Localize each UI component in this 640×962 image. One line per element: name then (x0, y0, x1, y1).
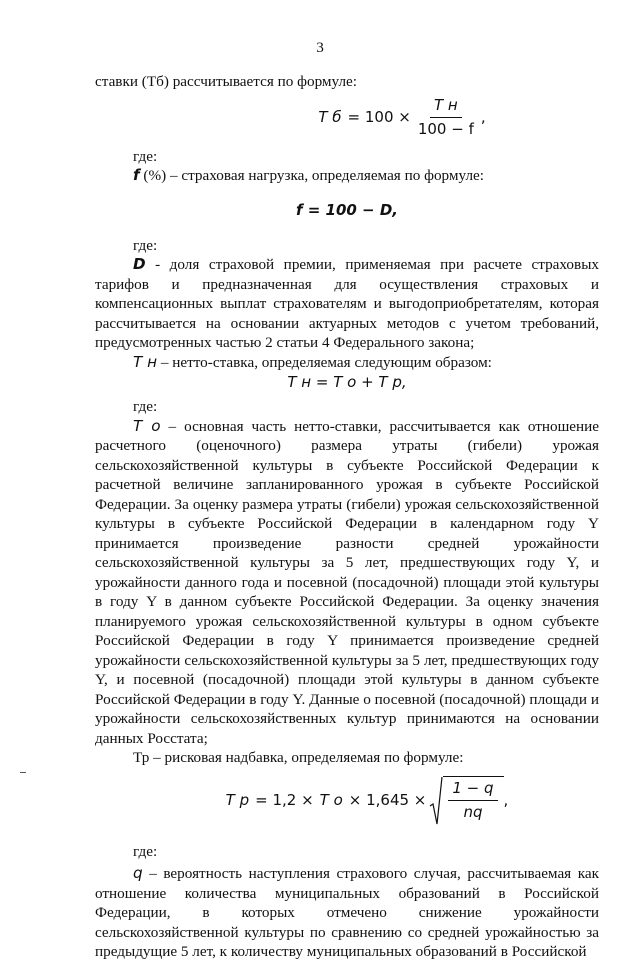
formula-tb-fraction (414, 96, 478, 140)
document-body (95, 72, 599, 962)
to-definition (95, 417, 599, 749)
formula-tn: Т н = Т о + Т р, (287, 373, 407, 392)
sqrt-body (443, 776, 503, 826)
formula-f: f = 100 − D, (295, 200, 398, 219)
formula-tr-end: , (503, 790, 509, 809)
tn-symbol: Т н (133, 352, 158, 371)
f-definition (95, 166, 599, 186)
formula-tr-lhs: Т р (225, 790, 250, 809)
f-definition-text: (%) – страховая нагрузка, определяемая по формуле: (139, 167, 484, 184)
margin-mark (20, 772, 26, 773)
formula-tr-denominator: nq (463, 803, 483, 821)
formula-tb-end: , (480, 107, 486, 126)
tr-definition: Тр – рисковая надбавка, определяемая по формуле: (133, 749, 464, 766)
formula-tr-part2: × 1,645 × (348, 790, 427, 809)
formula-tb-numerator: Т н (430, 96, 462, 119)
tn-definition-text: – нетто-ставка, определяемая следующим образом: (157, 353, 492, 371)
formula-tr-fraction (448, 779, 497, 826)
q-definition (95, 864, 599, 962)
to-definition-text: – основная часть нетто-ставки, рассчитывается как отношение расчетного (оценочного) размера утраты (гибели) урожая сельскохозяйственной культуры в субъекте Российской Федерации к расчетной величине запланированного урожая в субъекте Российской Федерации. За оценку размера утраты (гибели) урожая сельскохозяйственной культуры в субъекте Российской Федерации в календарном году Y принимается произведение разности средней урожайности сельскохозяйственной культуры за 5 лет, предшествующих году Y, и урожайности данного года и посевной (посадочной) площади этой культуры в году Y в данном субъекте Российской Федерации. За оценку значения планируемого урожая сельскохозяйственной культуры в одном субъекте Российской Федерации в году Y принимается произведение средней урожайности сельскохозяйственной культуры за 5 лет, предшествующих году Y, и посевной (посадочной) площади этой культуры в данном субъекте Российской Федерации в году Y. Данные о посевной (посадочной) площади и урожайности сельскохозяйственных культур принимаются на основании данных Росстата; (95, 417, 600, 747)
d-definition (95, 255, 599, 353)
d-definition-text: - доля страховой премии, применяемая при расчете страховых тарифов и предназначенная для осуществления страховых и компенсационных выплат страхователям и выгодоприобретателям, которая рассчитывается на основании актуарных методов с учетом требований, предусмотренных частью 2 статьи 4 Федерального закона; (95, 256, 599, 351)
d-symbol: D (133, 255, 146, 273)
intro-paragraph: ставки (Тб) рассчитывается по формуле: (95, 73, 358, 90)
tn-definition (95, 353, 599, 373)
q-symbol: q (133, 864, 143, 882)
page-number: 3 (316, 39, 324, 56)
formula-tr-to: Т о (319, 790, 343, 809)
formula-tb-eq: = 100 × (347, 107, 411, 126)
formula-tr (135, 768, 599, 834)
formula-tr-part1: = 1,2 × (255, 790, 314, 809)
sqrt-sign (429, 776, 503, 826)
where-label-4: где: (133, 842, 158, 860)
q-definition-text: – вероятность наступления страхового случая, рассчитываемая как отношение количества муниципальных образований в Российской Федерации, в которых отмечено снижение урожайности сельскохозяйственной культуры по сравнению со средней урожайностью за предыдущие 5 лет, к количеству муниципальных образований в Российской (95, 865, 599, 960)
formula-tr-numerator: 1 − q (448, 779, 497, 802)
formula-tb-denominator: 100 − f (417, 120, 474, 138)
where-label-2: где: (133, 236, 158, 254)
where-label-3: где: (133, 398, 158, 415)
to-symbol: Т о (133, 416, 161, 435)
where-label-1: где: (133, 147, 158, 165)
formula-tb (205, 92, 599, 144)
f-symbol: f (133, 166, 140, 184)
formula-tb-lhs: Т б (318, 107, 342, 126)
sqrt-radical-icon (429, 776, 443, 826)
